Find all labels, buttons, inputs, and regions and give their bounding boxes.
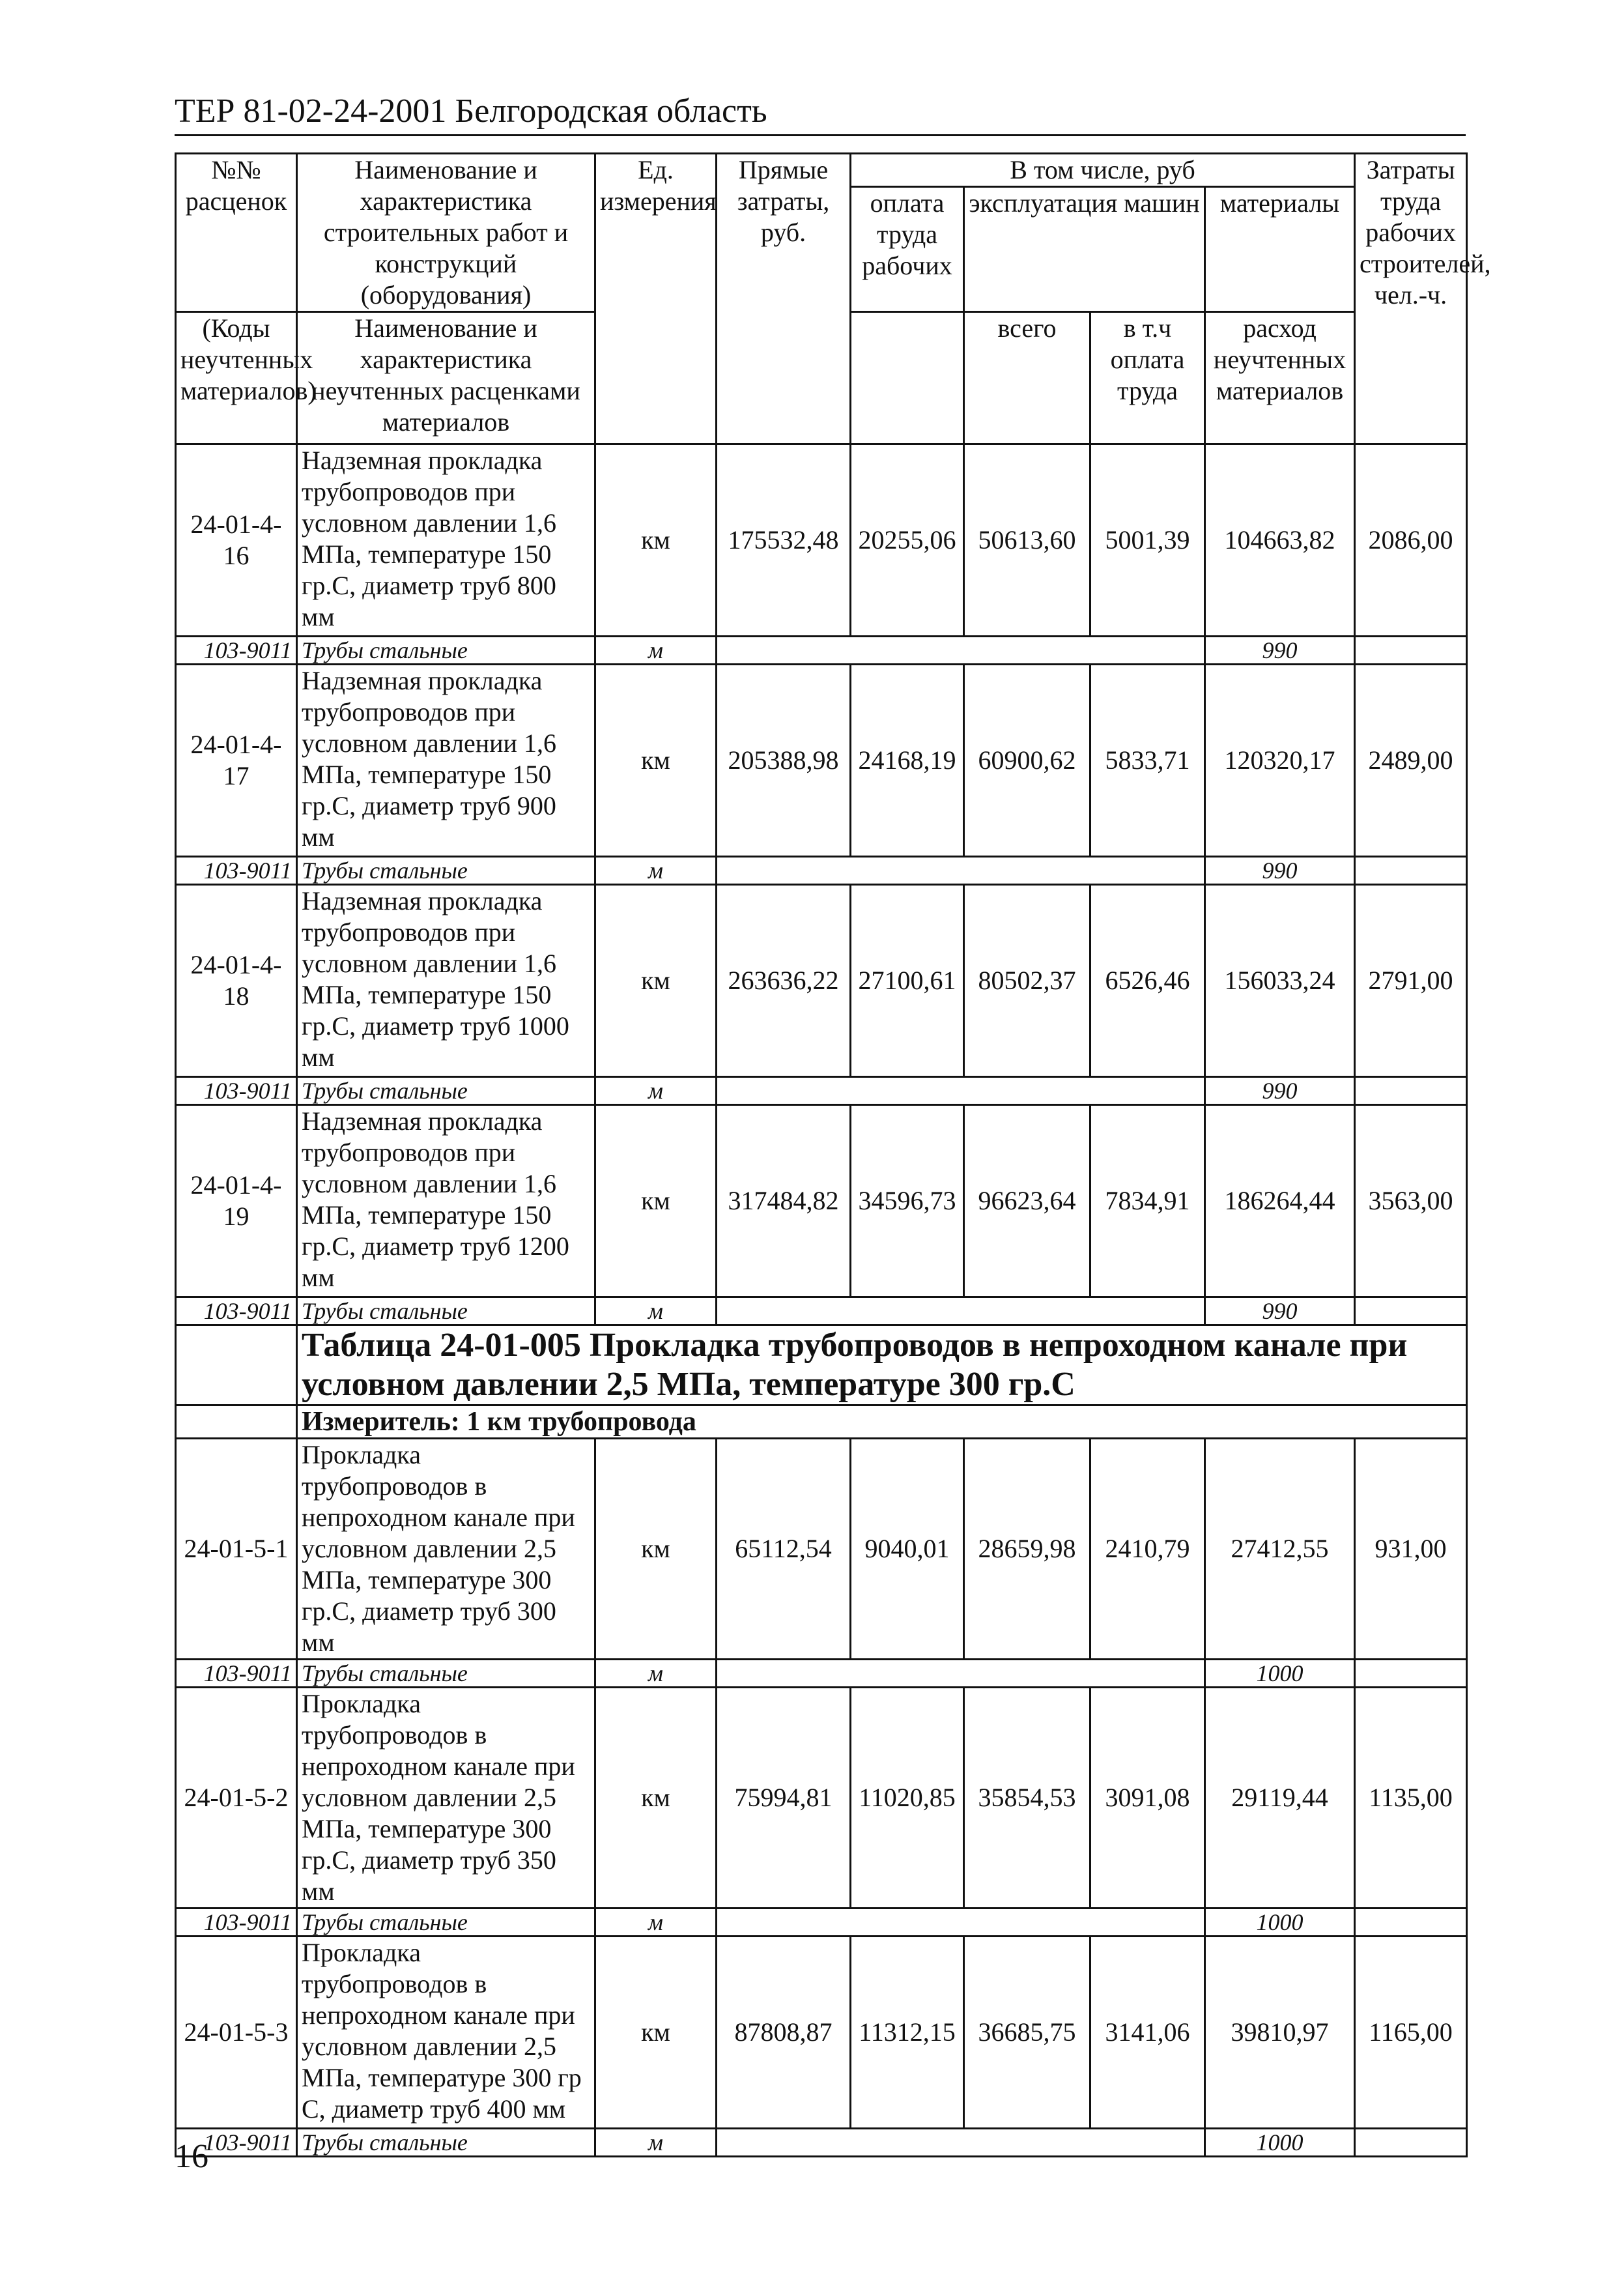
labor-cell: 2489,00 — [1355, 665, 1467, 857]
section-meter-row — [176, 1405, 1467, 1439]
direct-cost-cell: 205388,98 — [717, 665, 851, 857]
machines-cell: 36685,75 — [964, 1937, 1090, 2129]
material-name: Трубы стальные — [297, 1297, 595, 1325]
materials-cell: 156033,24 — [1205, 885, 1355, 1077]
work-name: Прокладка трубопроводов в непроходном канале при условном давлении 2,5 МПа, температуре 300 гр.С, диаметр труб 300 мм — [297, 1439, 595, 1660]
materials-cell: 29119,44 — [1205, 1688, 1355, 1909]
material-unit: м — [595, 1660, 717, 1688]
material-blank — [717, 1297, 1205, 1325]
material-blank — [717, 637, 1205, 665]
header-empty-cell — [851, 312, 964, 444]
material-code: 103-9011 — [176, 637, 297, 665]
wage-cell: 27100,61 — [851, 885, 964, 1077]
material-blank-labor — [1355, 857, 1467, 885]
col-code-header: №№ расценок — [176, 154, 297, 312]
labor-cell: 1165,00 — [1355, 1937, 1467, 2129]
material-unit: м — [595, 2129, 717, 2157]
wage-cell: 24168,19 — [851, 665, 964, 857]
material-blank — [717, 857, 1205, 885]
direct-cost-cell: 75994,81 — [717, 1688, 851, 1909]
material-qty: 990 — [1205, 637, 1355, 665]
machines-cell: 35854,53 — [964, 1688, 1090, 1909]
machines-cell: 96623,64 — [964, 1105, 1090, 1297]
page-number: 16 — [175, 2138, 208, 2175]
material-qty: 990 — [1205, 1077, 1355, 1105]
material-unit: м — [595, 1909, 717, 1937]
rate-code: 24-01-4-19 — [176, 1105, 297, 1297]
material-qty: 1000 — [1205, 2129, 1355, 2157]
col-code-bottom-header: (Коды неучтенных материалов) — [176, 312, 297, 444]
material-row — [176, 1660, 1467, 1688]
material-unit: м — [595, 637, 717, 665]
work-name: Прокладка трубопроводов в непроходном канале при условном давлении 2,5 МПа, температуре 300 гр.С, диаметр труб 350 мм — [297, 1688, 595, 1909]
material-name: Трубы стальные — [297, 857, 595, 885]
wage-cell: 34596,73 — [851, 1105, 964, 1297]
material-qty: 1000 — [1205, 1660, 1355, 1688]
wage-cell: 11312,15 — [851, 1937, 964, 2129]
price-table — [175, 152, 1491, 2157]
machines-cell: 28659,98 — [964, 1439, 1090, 1660]
material-name: Трубы стальные — [297, 1077, 595, 1105]
rate-code: 24-01-4-17 — [176, 665, 297, 857]
material-blank — [717, 2129, 1205, 2157]
unit-cell: км — [595, 1439, 717, 1660]
section-meter: Измеритель: 1 км трубопровода — [297, 1405, 1467, 1439]
section-meter-left — [176, 1405, 297, 1439]
rate-code: 24-01-4-18 — [176, 885, 297, 1077]
machines-wage-cell: 3091,08 — [1090, 1688, 1205, 1909]
machines-wage-cell: 2410,79 — [1090, 1439, 1205, 1660]
machines-cell: 60900,62 — [964, 665, 1090, 857]
material-unit: м — [595, 1297, 717, 1325]
machines-wage-cell: 5833,71 — [1090, 665, 1205, 857]
machines-wage-cell: 3141,06 — [1090, 1937, 1205, 2129]
material-blank-labor — [1355, 2129, 1467, 2157]
table-row — [176, 1439, 1467, 1660]
header-row-1 — [176, 154, 1467, 187]
rate-code: 24-01-5-3 — [176, 1937, 297, 2129]
table-row — [176, 1937, 1467, 2129]
wage-cell: 11020,85 — [851, 1688, 964, 1909]
labor-cell: 2791,00 — [1355, 885, 1467, 1077]
material-name: Трубы стальные — [297, 2129, 595, 2157]
col-machines-header: эксплуатация машин — [964, 187, 1205, 312]
material-row — [176, 1909, 1467, 1937]
col-wage-header: оплата труда рабочих — [851, 187, 964, 312]
material-row — [176, 1297, 1467, 1325]
material-code: 103-9011 — [176, 1297, 297, 1325]
labor-cell: 931,00 — [1355, 1439, 1467, 1660]
section-title-row — [176, 1325, 1467, 1405]
material-unit: м — [595, 857, 717, 885]
material-unit: м — [595, 1077, 717, 1105]
material-code: 103-9011 — [176, 2129, 297, 2157]
wage-cell: 9040,01 — [851, 1439, 964, 1660]
material-row — [176, 637, 1467, 665]
material-code: 103-9011 — [176, 1077, 297, 1105]
material-code: 103-9011 — [176, 857, 297, 885]
machines-wage-cell: 7834,91 — [1090, 1105, 1205, 1297]
labor-cell: 1135,00 — [1355, 1688, 1467, 1909]
unit-cell: км — [595, 1688, 717, 1909]
table-row — [176, 665, 1467, 857]
direct-cost-cell: 175532,48 — [717, 444, 851, 637]
unit-cell: км — [595, 665, 717, 857]
material-qty: 990 — [1205, 857, 1355, 885]
section-title-left — [176, 1325, 297, 1405]
machines-wage-cell: 6526,46 — [1090, 885, 1205, 1077]
material-blank — [717, 1909, 1205, 1937]
col-materials-header: материалы — [1205, 187, 1355, 312]
work-name: Надземная прокладка трубопроводов при условном давлении 1,6 МПа, температуре 150 гр.С, диаметр труб 800 мм — [297, 444, 595, 637]
col-direct-header: Прямые затраты, руб. — [717, 154, 851, 444]
material-blank-labor — [1355, 1297, 1467, 1325]
work-name: Прокладка трубопроводов в непроходном канале при условном давлении 2,5 МПа, температуре 300 гр С, диаметр труб 400 мм — [297, 1937, 595, 2129]
material-row — [176, 2129, 1467, 2157]
direct-cost-cell: 317484,82 — [717, 1105, 851, 1297]
machines-cell: 50613,60 — [964, 444, 1090, 637]
material-blank-labor — [1355, 1909, 1467, 1937]
rate-code: 24-01-5-2 — [176, 1688, 297, 1909]
machines-wage-cell: 5001,39 — [1090, 444, 1205, 637]
direct-cost-cell: 87808,87 — [717, 1937, 851, 2129]
col-machines-wage-header: в т.ч оплата труда — [1090, 312, 1205, 444]
material-code: 103-9011 — [176, 1660, 297, 1688]
material-name: Трубы стальные — [297, 1909, 595, 1937]
col-labor-header: Затраты труда рабочих строителей, чел.-ч. — [1355, 154, 1467, 444]
material-row — [176, 1077, 1467, 1105]
material-blank — [717, 1660, 1205, 1688]
material-qty: 990 — [1205, 1297, 1355, 1325]
labor-cell: 2086,00 — [1355, 444, 1467, 637]
table-row — [176, 444, 1467, 637]
material-code: 103-9011 — [176, 1909, 297, 1937]
material-name: Трубы стальные — [297, 637, 595, 665]
labor-cell: 3563,00 — [1355, 1105, 1467, 1297]
material-blank-labor — [1355, 1077, 1467, 1105]
col-machines-total-header: всего — [964, 312, 1090, 444]
table-row — [176, 1688, 1467, 1909]
unit-cell: км — [595, 1105, 717, 1297]
material-blank — [717, 1077, 1205, 1105]
materials-cell: 186264,44 — [1205, 1105, 1355, 1297]
page-header: ТЕР 81-02-24-2001 Белгородская область — [175, 91, 1466, 136]
direct-cost-cell: 65112,54 — [717, 1439, 851, 1660]
machines-cell: 80502,37 — [964, 885, 1090, 1077]
unit-cell: км — [595, 885, 717, 1077]
materials-cell: 120320,17 — [1205, 665, 1355, 857]
table-row — [176, 885, 1467, 1077]
rate-code: 24-01-4-16 — [176, 444, 297, 637]
rate-code: 24-01-5-1 — [176, 1439, 297, 1660]
col-unit-header: Ед. измерения — [595, 154, 717, 444]
materials-cell: 39810,97 — [1205, 1937, 1355, 2129]
unit-cell: км — [595, 444, 717, 637]
col-name-bottom-header: Наименование и характеристика неучтенных расценками материалов — [297, 312, 595, 444]
section-title: Таблица 24-01-005 Прокладка трубопроводов в непроходном канале при условном давлении 2,5 МПа, температуре 300 гр.С — [297, 1325, 1467, 1405]
work-name: Надземная прокладка трубопроводов при условном давлении 1,6 МПа, температуре 150 гр.С, диаметр труб 1200 мм — [297, 1105, 595, 1297]
material-row — [176, 857, 1467, 885]
material-blank-labor — [1355, 1660, 1467, 1688]
table-row — [176, 1105, 1467, 1297]
material-blank-labor — [1355, 637, 1467, 665]
material-name: Трубы стальные — [297, 1660, 595, 1688]
work-name: Надземная прокладка трубопроводов при условном давлении 1,6 МПа, температуре 150 гр.С, диаметр труб 900 мм — [297, 665, 595, 857]
materials-cell: 27412,55 — [1205, 1439, 1355, 1660]
work-name: Надземная прокладка трубопроводов при условном давлении 1,6 МПа, температуре 150 гр.С, диаметр труб 1000 мм — [297, 885, 595, 1077]
material-qty: 1000 — [1205, 1909, 1355, 1937]
col-materials-unacc-header: расход неучтенных материалов — [1205, 312, 1355, 444]
unit-cell: км — [595, 1937, 717, 2129]
col-incl-header: В том числе, руб — [851, 154, 1355, 187]
direct-cost-cell: 263636,22 — [717, 885, 851, 1077]
col-name-header: Наименование и характеристика строительных работ и конструкций (оборудования) — [297, 154, 595, 312]
materials-cell: 104663,82 — [1205, 444, 1355, 637]
wage-cell: 20255,06 — [851, 444, 964, 637]
